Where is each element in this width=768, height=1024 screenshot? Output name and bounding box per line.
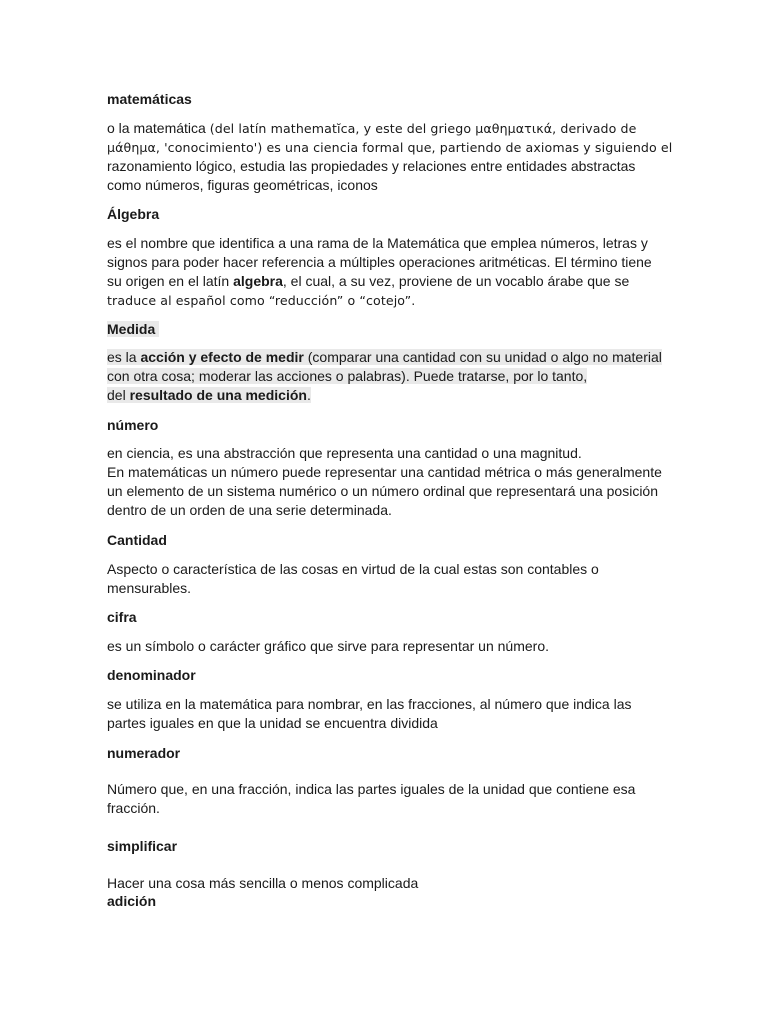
- definition-denominador: [107, 695, 667, 733]
- bold-term-resultado: resultado de una medición: [129, 387, 307, 403]
- definition-medida: [107, 348, 667, 405]
- text-line: signos para poder hacer referencia a múltiples operaciones aritméticas. El término tiene: [107, 254, 652, 270]
- text-line: un elemento de un sistema numérico o un número ordinal que representará una posición: [107, 483, 659, 499]
- text-line: .: [306, 387, 311, 403]
- heading-medida-text: Medida: [107, 321, 159, 337]
- heading-cantidad: Cantidad: [107, 532, 167, 548]
- text-line: traduce al español como “reducción” o “cotejo”.: [107, 293, 416, 308]
- text-line: o la matemática: [107, 120, 210, 136]
- heading-denominador: denominador: [107, 667, 196, 683]
- bold-term-accion: acción y efecto de medir: [140, 349, 304, 365]
- text-line: del: [107, 387, 130, 403]
- text-line: como números, figuras geométricas, iconos: [107, 177, 378, 193]
- text-line: Hacer una cosa más sencilla o menos complicada: [107, 875, 419, 891]
- heading-algebra: Álgebra: [107, 206, 160, 222]
- heading-numerador: numerador: [107, 745, 181, 761]
- text-line: se utiliza en la matemática para nombrar, en las fracciones, al número que indica las: [107, 696, 632, 712]
- text-line: Aspecto o característica de las cosas en virtud de la cual estas son contables o: [107, 561, 599, 577]
- text-line: Número que, en una fracción, indica las partes iguales de la unidad que contiene esa: [107, 781, 636, 797]
- text-line: En matemáticas un número puede representar una cantidad métrica o más generalmente: [107, 464, 662, 480]
- definition-cifra: [107, 637, 667, 656]
- text-line: su origen en el latín: [107, 273, 234, 289]
- text-line: dentro de un orden de una serie determinada.: [107, 502, 392, 518]
- text-line: partes iguales en que la unidad se encuentra dividida: [107, 715, 438, 731]
- definition-simplificar: [107, 874, 667, 893]
- text-line: en ciencia, es una abstracción que representa una cantidad o una magnitud.: [107, 445, 582, 461]
- heading-numero: número: [107, 417, 159, 433]
- text-line-etymology: (del latín mathematĭca, y este del griego μαθηματικά, derivado de: [209, 121, 637, 136]
- text-line: mensurables.: [107, 580, 192, 596]
- definition-algebra: [107, 234, 667, 310]
- definition-matematicas: [107, 119, 673, 195]
- text-line: fracción.: [107, 800, 160, 816]
- bold-term-algebra: algebra: [233, 273, 283, 289]
- heading-adicion: adición: [107, 893, 157, 909]
- heading-medida: [107, 320, 159, 338]
- definition-numerador: [107, 780, 667, 818]
- text-line: con otra cosa; moderar las acciones o palabras). Puede tratarse, por lo tanto,: [107, 368, 588, 384]
- text-line: es el nombre que identifica a una rama de la Matemática que emplea números, letras y: [107, 235, 648, 251]
- heading-cifra: cifra: [107, 609, 137, 625]
- text-line: es un símbolo o carácter gráfico que sirve para representar un número.: [107, 638, 550, 654]
- text-line: μάθημα, 'conocimiento') es una ciencia formal que, partiendo de axiomas y siguiendo el: [107, 140, 673, 155]
- text-line: es la: [107, 349, 141, 365]
- definition-numero: [107, 444, 667, 520]
- heading-matematicas: matemáticas: [107, 91, 192, 107]
- text-line: , el cual, a su vez, proviene de un vocablo árabe que se: [282, 273, 630, 289]
- text-line: razonamiento lógico, estudia las propiedades y relaciones entre entidades abstractas: [107, 158, 636, 174]
- definition-cantidad: [107, 560, 667, 598]
- heading-simplificar: simplificar: [107, 838, 178, 854]
- text-line: (comparar una cantidad con su unidad o algo no material: [303, 349, 662, 365]
